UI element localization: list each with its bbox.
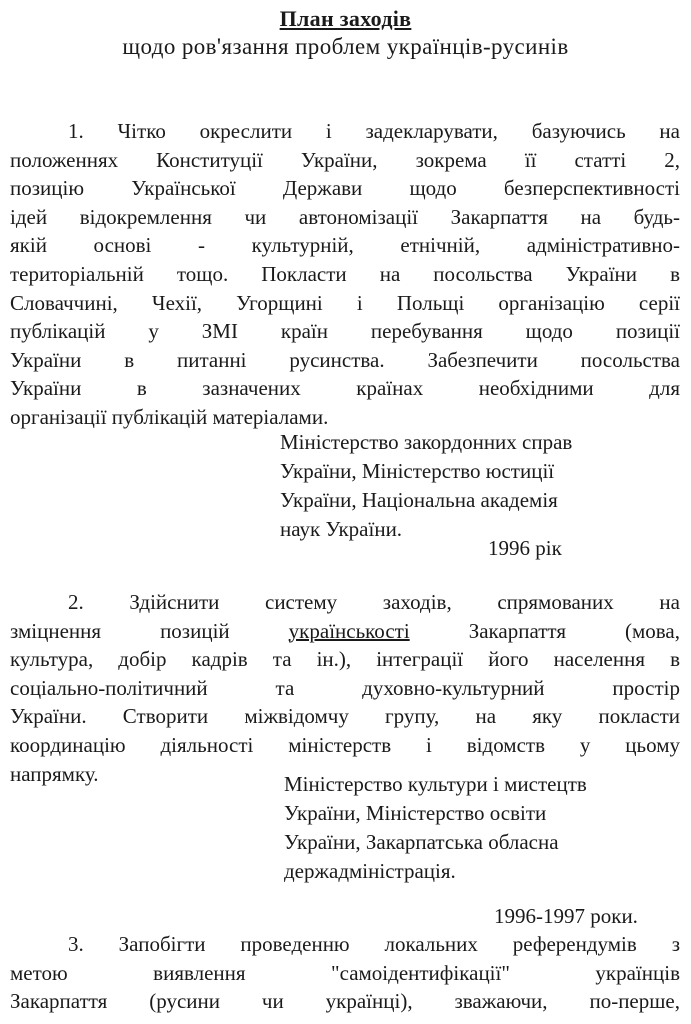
item-3-line: Закарпаття (русини чи українці), зважаючи, по-перше, (10, 989, 680, 1014)
item-1-text (10, 117, 680, 432)
item-3-line: 3. Запобігти проведенню локальних референдумів з (68, 932, 680, 956)
item-1-line: територіальній тощо. Покласти на посольства України в (10, 261, 680, 286)
responsible-line: України, Національна академія (280, 488, 558, 512)
item-1-line: організації публікацій матеріалами. (10, 404, 329, 429)
responsible-line: України, Міністерство юстиції (280, 459, 555, 483)
item-2-line: координацію діяльності міністерств і відомств у цьому (10, 732, 680, 757)
item-1-line: позицію Української Держави щодо безперспективності (10, 176, 680, 201)
document-title: План заходів (279, 6, 412, 31)
item-1-line: положеннях Конституції України, зокрема її статті 2, (10, 147, 680, 172)
item-2-year: 1996-1997 роки. (494, 904, 638, 928)
document-subtitle: щодо ров'язання проблем українців-русинів (122, 34, 569, 59)
item-3-text (10, 930, 680, 1016)
responsible-line: Міністерство закордонних справ (280, 430, 573, 454)
underlined-word: українськості (288, 618, 410, 643)
responsible-line: Міністерство культури і мистецтв (284, 772, 587, 796)
item-2-line: напрямку. (10, 761, 99, 786)
item-1-line: 1. Чітко окреслити і задекларувати, базуючись на (68, 119, 680, 143)
item-1-line: України в питанні русинства. Забезпечити посольства (10, 347, 680, 372)
item-2-line: культура, добір кадрів та ін.), інтеграції його населення в (10, 647, 680, 672)
item-2-responsible (284, 770, 684, 886)
item-2-line: 2. Здійснити систему заходів, спрямованих на (68, 590, 680, 614)
item-1-responsible (280, 428, 680, 544)
item-2-text (10, 588, 680, 788)
item-1-line: якій основі - культурній, етнічній, адміністративно- (10, 233, 680, 258)
item-1-line: України в зазначених країнах необхідними для (10, 376, 680, 401)
item-1-line: ідей відокремлення чи автономізації Закарпаття на будь- (10, 204, 680, 229)
responsible-line: України, Міністерство освіти (284, 801, 547, 825)
item-1-year: 1996 рік (488, 536, 562, 560)
item-2-line: України. Створити міжвідомчу групу, на яку покласти (10, 704, 680, 729)
item-2-line: соціально-політичний та духовно-культурний простір (10, 675, 680, 700)
responsible-line: наук України. (280, 517, 403, 541)
item-1-line: Словаччині, Чехії, Угорщині і Польщі організацію серії (10, 290, 680, 315)
item-3-line: метою виявлення "самоідентифікації" українців (10, 960, 680, 985)
responsible-line: держадміністрація. (284, 859, 456, 883)
item-2-line: зміцнення позицій українськості Закарпаття (мова, (10, 618, 680, 643)
responsible-line: України, Закарпатська обласна (284, 830, 559, 854)
item-1-line: публікацій у ЗМІ країн перебування щодо позиції (10, 319, 680, 344)
